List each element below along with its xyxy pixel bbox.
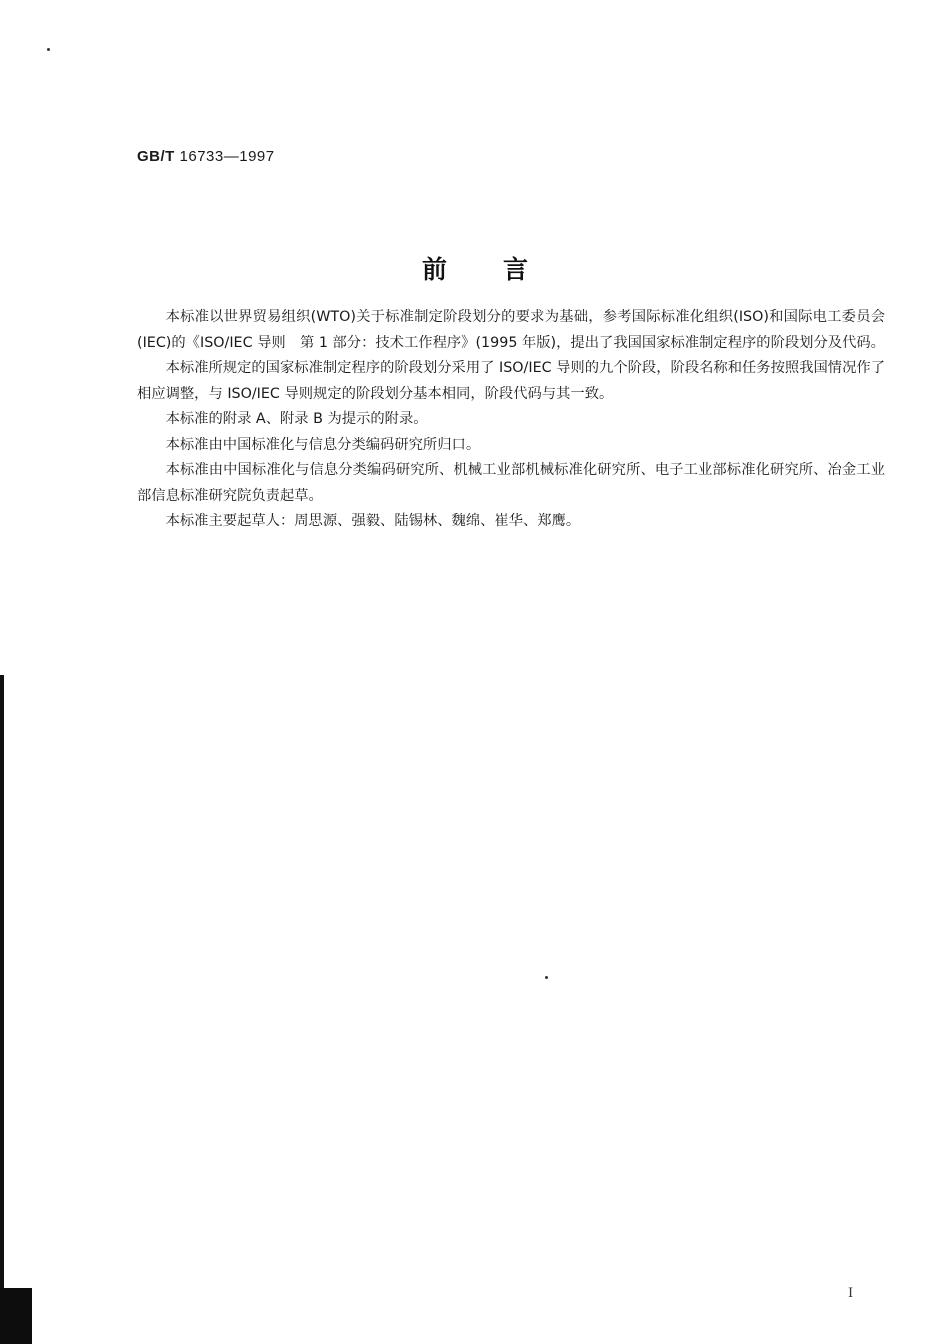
standard-prefix: GB/T <box>137 148 175 165</box>
scan-edge-block <box>0 1288 32 1344</box>
paragraph: 本标准以世界贸易组织(WTO)关于标准制定阶段划分的要求为基础，参考国际标准化组织(ISO)和国际电工委员会(IEC)的《ISO/IEC 导则 第 1 部分：技术工作程序》(1995 年版)，提出了我国国家标准制定程序的阶段划分及代码。 <box>137 309 885 351</box>
foreword-body <box>137 305 885 535</box>
paragraph: 本标准主要起草人：周思源、强毅、陆锡林、魏绵、崔华、郑鹰。 <box>165 513 581 529</box>
scan-edge-bar <box>0 675 4 1344</box>
paragraph: 本标准由中国标准化与信息分类编码研究所归口。 <box>165 436 481 453</box>
paragraph: 本标准所规定的国家标准制定程序的阶段划分采用了 ISO/IEC 导则的九个阶段，阶段名称和任务按照我国情况作了相应调整，与 ISO/IEC 导则规定的阶段划分基本相同，阶段代码与其一致。 <box>137 360 885 402</box>
standard-number: 16733—1997 <box>179 148 275 165</box>
title-char-2: 言 <box>503 255 529 284</box>
scan-speck <box>545 976 548 979</box>
standard-code <box>137 148 275 165</box>
scan-speck <box>47 48 50 51</box>
paragraph: 本标准由中国标准化与信息分类编码研究所、机械工业部机械标准化研究所、电子工业部标准化研究所、冶金工业部信息标准研究院负责起草。 <box>137 462 885 504</box>
page-title <box>0 250 950 286</box>
title-char-1: 前 <box>421 255 447 284</box>
paragraph: 本标准的附录 A、附录 B 为提示的附录。 <box>165 411 428 427</box>
page-number: I <box>848 1286 854 1301</box>
